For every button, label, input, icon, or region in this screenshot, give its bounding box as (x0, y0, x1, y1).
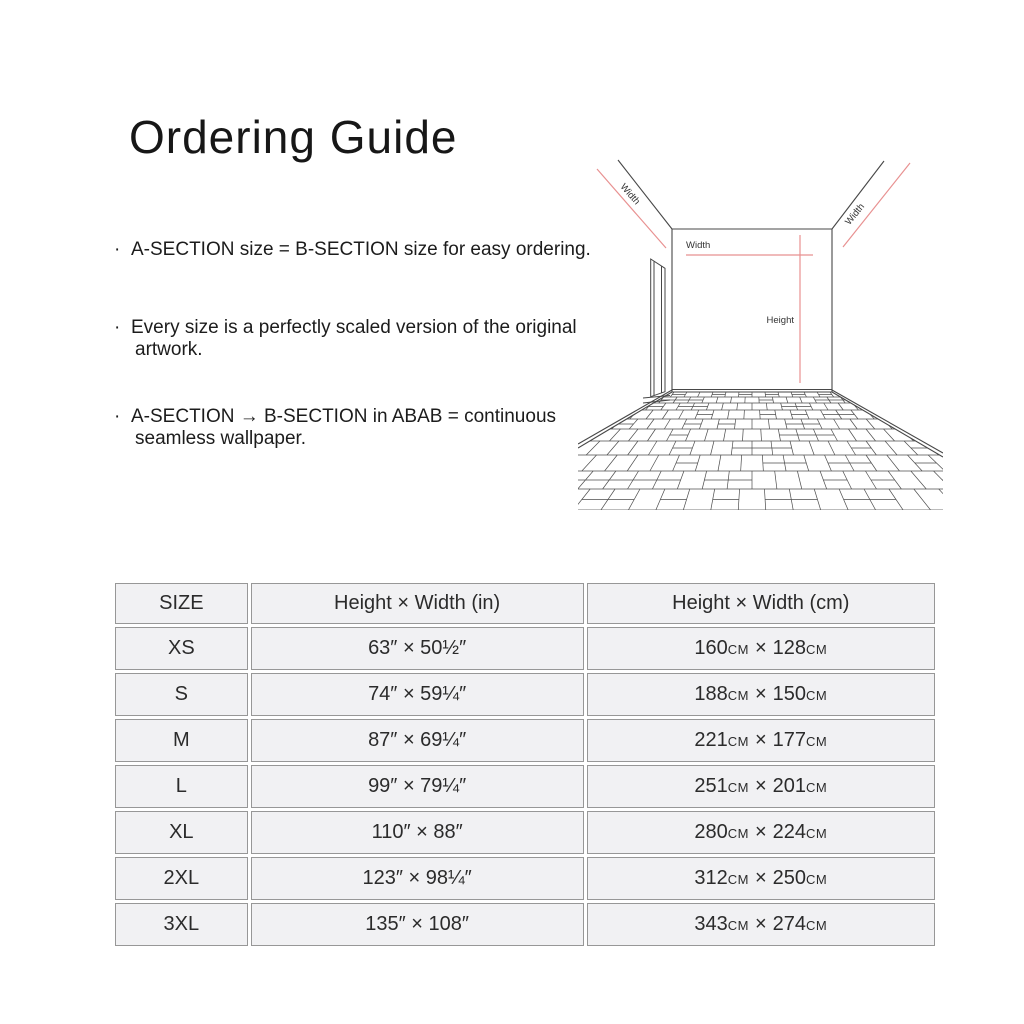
cm-unit: CM (806, 826, 828, 841)
cm-unit: CM (727, 826, 749, 841)
cm-width: 274 (772, 913, 807, 935)
bullet-scaled-artwork (114, 317, 614, 361)
cm-width: 128 (772, 637, 807, 659)
inches-cell: 123″ × 98¼″ (251, 857, 584, 900)
cm-width: 177 (772, 729, 807, 751)
bullet-dot: · (114, 317, 121, 338)
right-wall-width-label: Width (843, 201, 867, 228)
table-row-l (115, 765, 935, 808)
cm-unit: CM (806, 780, 828, 795)
size-cell: S (115, 673, 248, 716)
bullet-line: A-SECTION → B-SECTION in ABAB = continuous (131, 406, 557, 427)
cm-unit: CM (806, 918, 828, 933)
cm-cell (587, 719, 935, 762)
cm-unit: CM (727, 872, 749, 887)
col-header-size: SIZE (115, 583, 248, 624)
inches-cell: 74″ × 59¼″ (251, 673, 584, 716)
cm-cell (587, 903, 935, 946)
times-sign: × (754, 775, 767, 797)
cm-width: 201 (772, 775, 807, 797)
cm-width: 250 (772, 867, 807, 889)
cm-height: 280 (694, 821, 728, 843)
size-table (112, 580, 938, 949)
bullet-easy-ordering (114, 239, 614, 261)
cm-cell (587, 673, 935, 716)
cm-unit: CM (727, 780, 749, 795)
cm-cell (587, 857, 935, 900)
cm-width: 224 (772, 821, 807, 843)
bullet-dot: · (114, 406, 121, 427)
cm-unit: CM (806, 642, 828, 657)
cm-unit: CM (727, 734, 749, 749)
bullet-text (131, 239, 591, 261)
bullet-text (131, 406, 556, 450)
cm-cell (587, 811, 935, 854)
cm-unit: CM (806, 688, 828, 703)
measure-lines (597, 163, 910, 383)
size-table-header-row (115, 583, 935, 624)
inches-cell: 63″ × 50½″ (251, 627, 584, 670)
bullet-seamless-wallpaper (114, 406, 614, 450)
back-wall-width-label: Width (686, 240, 711, 251)
size-cell: 2XL (115, 857, 248, 900)
table-row-xl (115, 811, 935, 854)
room-illustration (578, 140, 943, 510)
size-cell: L (115, 765, 248, 808)
size-cell: M (115, 719, 248, 762)
size-cell: XL (115, 811, 248, 854)
inches-cell: 99″ × 79¼″ (251, 765, 584, 808)
door (643, 259, 670, 403)
times-sign: × (754, 683, 767, 705)
bullet-line: Every size is a perfectly scaled version of the original (131, 317, 577, 338)
cm-unit: CM (806, 734, 828, 749)
cm-height: 251 (694, 775, 728, 797)
right-wall-width-line (843, 163, 910, 247)
times-sign: × (754, 913, 767, 935)
cm-unit: CM (727, 918, 749, 933)
cm-unit: CM (727, 642, 749, 657)
page-title: Ordering Guide (129, 111, 458, 163)
bullet-line: A-SECTION size = B-SECTION size for easy ordering. (131, 239, 591, 260)
cm-cell (587, 765, 935, 808)
cm-height: 160 (694, 637, 728, 659)
cm-unit: CM (727, 688, 749, 703)
cm-height: 221 (694, 729, 728, 751)
inches-cell: 87″ × 69¼″ (251, 719, 584, 762)
cm-height: 312 (694, 867, 728, 889)
times-sign: × (754, 729, 767, 751)
cm-height: 188 (694, 683, 728, 705)
cm-height: 343 (694, 913, 728, 935)
times-sign: × (754, 637, 767, 659)
col-header-inches: Height × Width (in) (251, 583, 584, 624)
cm-unit: CM (806, 872, 828, 887)
bullet-text (131, 317, 577, 361)
col-header-cm: Height × Width (cm) (587, 583, 935, 624)
inches-cell: 110″ × 88″ (251, 811, 584, 854)
table-row-3xl (115, 903, 935, 946)
table-row-m (115, 719, 935, 762)
table-row-s (115, 673, 935, 716)
left-wall-width-label: Width (617, 181, 643, 208)
parquet-floor (578, 392, 943, 510)
bullet-dot: · (114, 239, 121, 260)
times-sign: × (754, 867, 767, 889)
bullet-line: seamless wallpaper. (135, 428, 307, 449)
size-cell: XS (115, 627, 248, 670)
table-row-xs (115, 627, 935, 670)
size-cell: 3XL (115, 903, 248, 946)
times-sign: × (754, 821, 767, 843)
bullet-line: artwork. (135, 339, 203, 360)
cm-width: 150 (772, 683, 807, 705)
cm-cell (587, 627, 935, 670)
inches-cell: 135″ × 108″ (251, 903, 584, 946)
back-wall-height-label: Height (766, 315, 794, 326)
table-row-2xl (115, 857, 935, 900)
